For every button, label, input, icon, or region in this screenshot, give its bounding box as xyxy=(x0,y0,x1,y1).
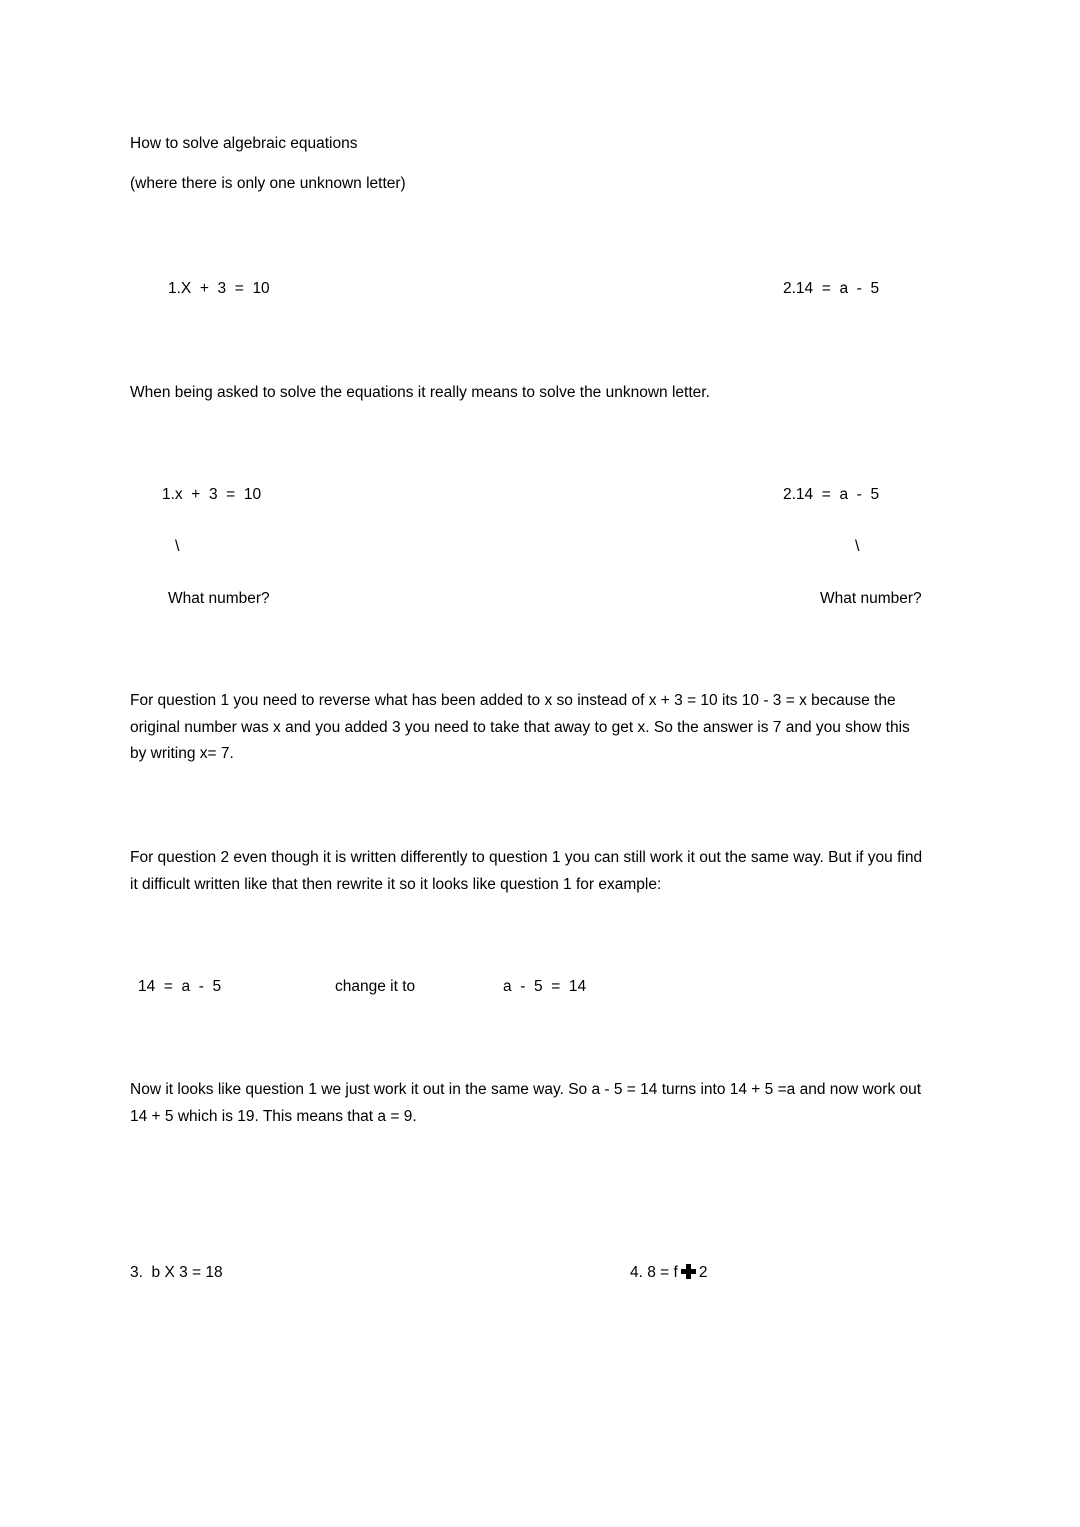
practice-question-4 xyxy=(630,1262,707,1284)
what-number-prompt-left: What number? xyxy=(168,590,270,607)
practice-question-4-suffix: 2 xyxy=(698,1264,708,1281)
explanation-question-2-continued: Now it looks like question 1 we just work it out in the same way. So a - 5 = 14 turns into 14 + 5 =a and now work out 14 + 5 which is 19. This means that a = 9. xyxy=(130,1081,922,1125)
document-title-line-2: (where there is only one unknown letter) xyxy=(130,175,406,192)
what-number-prompt-right: What number? xyxy=(820,590,922,607)
practice-question-4-prefix: 4. 8 = f xyxy=(630,1264,678,1281)
practice-question-3: 3. b X 3 = 18 xyxy=(130,1264,223,1281)
example-1-equation-left: 1.X + 3 = 10 xyxy=(168,280,270,297)
rewrite-result-equation: a - 5 = 14 xyxy=(503,978,587,995)
rewrite-connector-label: change it to xyxy=(335,978,416,995)
explanation-question-1: For question 1 you need to reverse what has been added to x so instead of x + 3 = 10 its 10 - 3 = x because the original number was x and you added 3 you need to take that away to get x. So the answer is 7 and you show this by writing x= 7. xyxy=(130,692,910,763)
intro-sentence: When being asked to solve the equations it really means to solve the unknown letter. xyxy=(130,384,710,401)
example-2-equation-right: 2.14 = a - 5 xyxy=(783,486,880,503)
document-title-line-1: How to solve algebraic equations xyxy=(130,135,358,152)
explanation-question-2: For question 2 even though it is written differently to question 1 you can still work it out the same way. But if you find it difficult written like that then rewrite it so it looks like question 1 for example: xyxy=(130,849,923,893)
plus-icon xyxy=(681,1264,696,1279)
pointer-slash-right: \ xyxy=(855,538,860,555)
pointer-slash-left: \ xyxy=(175,538,180,555)
example-2-equation-left: 1.x + 3 = 10 xyxy=(162,486,262,503)
rewrite-original-equation: 14 = a - 5 xyxy=(138,978,222,995)
document-body xyxy=(130,0,950,1527)
example-1-equation-right: 2.14 = a - 5 xyxy=(783,280,880,297)
